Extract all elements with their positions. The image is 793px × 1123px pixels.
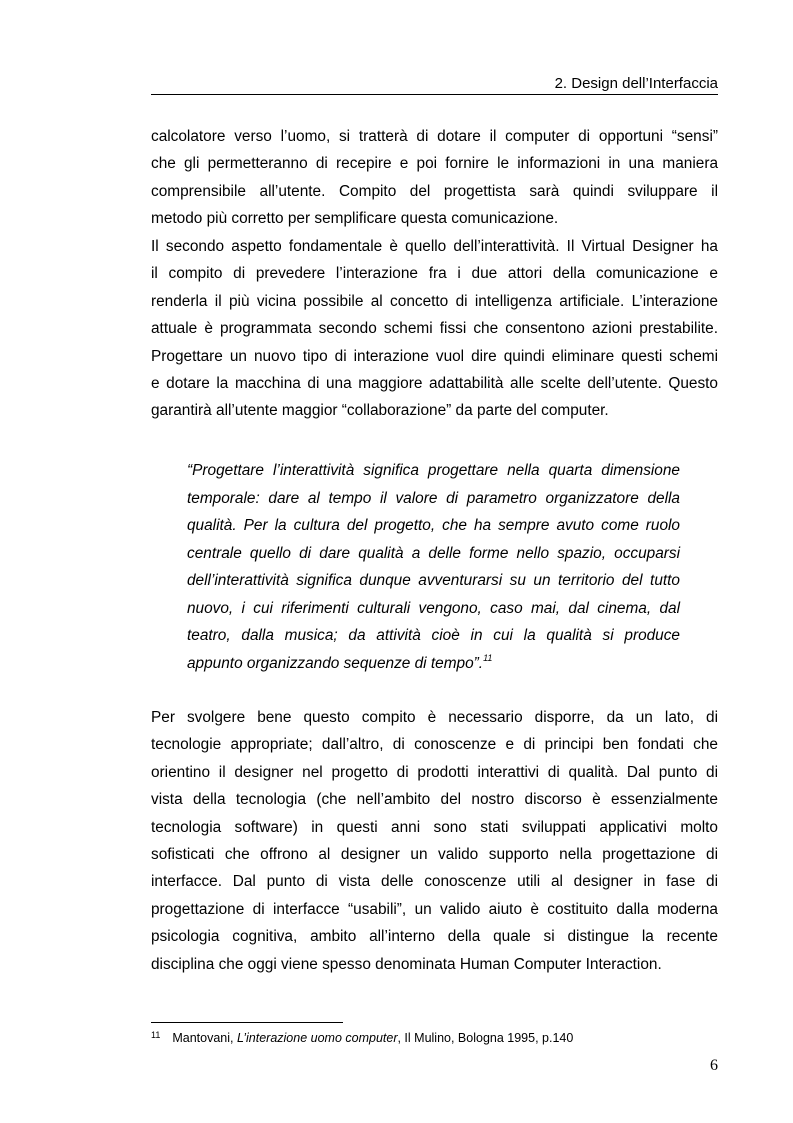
text-line: progettazione di interfacce “usabili”, un valido aiuto è costituito dalla moderna: [151, 900, 718, 918]
text-line: orientino il designer nel progetto di prodotti interattivi di qualità. Dal punto di: [151, 763, 718, 781]
quote-line: teatro, dalla musica; da attività cioè in cui la qualità si produce: [187, 627, 680, 644]
running-header: 2. Design dell’Interfaccia: [554, 75, 718, 92]
text-line: psicologia cognitiva, ambito all’interno della quale si distingue la recente: [151, 928, 718, 946]
text-line: attuale è programmata secondo schemi fissi che consentono azioni prestabilite.: [151, 320, 718, 338]
quote-line: “Progettare l’interattività significa progettare nella quarta dimensione: [187, 462, 680, 479]
text-line: sofisticati che offrono al designer un valido supporto nella progettazione di: [151, 846, 718, 864]
text-line: che gli permetteranno di recepire e poi fornire le informazioni in una maniera: [151, 155, 718, 173]
page-number: 6: [710, 1057, 718, 1074]
footnote-author: Mantovani,: [172, 1031, 237, 1045]
quote-line: qualità. Per la cultura del progetto, che ha sempre avuto come ruolo: [187, 517, 680, 534]
text-line: il compito di prevedere l’interazione fra i due attori della comunicazione e: [151, 265, 718, 283]
footnote-reference[interactable]: 11: [483, 652, 493, 663]
text-line: calcolatore verso l’uomo, si tratterà di dotare il computer di opportuni “sensi”: [151, 128, 718, 145]
paragraph-3: [151, 704, 718, 978]
text-line: Il secondo aspetto fondamentale è quello dell’interattività. Il Virtual Designer ha: [151, 238, 718, 255]
footnote-title: L’interazione uomo computer: [236, 1031, 398, 1045]
quote-last-line: [187, 650, 680, 680]
text-line: metodo più corretto per semplificare questa comunicazione.: [151, 210, 559, 228]
text-line: Progettare un nuovo tipo di interazione vuol dire quindi eliminare questi schemi: [151, 347, 718, 365]
quote-line: dell’interattività significa dunque avventurarsi su un territorio del tutto: [187, 572, 680, 589]
text-line: e dotare la macchina di una maggiore adattabilità alle scelte dell’utente. Questo: [151, 375, 718, 393]
text-line: renderla il più vicina possibile al concetto di intelligenza artificiale. L’interazione: [151, 292, 718, 310]
text-line: tecnologie appropriate; dall’altro, di conoscenze e di principi ben fondati che: [151, 736, 718, 754]
footnote: [151, 1030, 718, 1047]
text-line: disciplina che oggi viene spesso denominata Human Computer Interaction.: [151, 955, 662, 973]
footnote-details: , Il Mulino, Bologna 1995, p.140: [397, 1031, 574, 1045]
quote-line: centrale quello di dare qualità a delle forme nello spazio, occuparsi: [187, 544, 680, 562]
quote-line: appunto organizzando sequenze di tempo”.: [187, 654, 484, 672]
text-line: garantirà all’utente maggior “collaborazione” da parte del computer.: [151, 402, 609, 420]
block-quote: [187, 457, 680, 679]
text-line: comprensibile all’utente. Compito del progettista sarà quindi sviluppare il: [151, 182, 718, 200]
text-line: vista della tecnologia (che nell’ambito del nostro discorso è essenzialmente: [151, 791, 718, 809]
text-line: tecnologia software) in questi anni sono stati sviluppati applicativi molto: [151, 818, 718, 836]
header-rule: [151, 94, 718, 95]
quote-line: nuovo, i cui riferimenti culturali vengono, caso mai, dal cinema, dal: [187, 599, 680, 617]
quote-line: temporale: dare al tempo il valore di parametro organizzatore della: [187, 489, 680, 507]
text-line: interfacce. Dal punto di vista delle conoscenze utili al designer in fase di: [151, 873, 718, 891]
paragraph-1: [151, 123, 718, 233]
paragraph-2: [151, 233, 718, 425]
footnote-rule: [151, 1022, 343, 1023]
footnote-number: 11: [151, 1030, 161, 1040]
text-line: Per svolgere bene questo compito è necessario disporre, da un lato, di: [151, 709, 718, 726]
